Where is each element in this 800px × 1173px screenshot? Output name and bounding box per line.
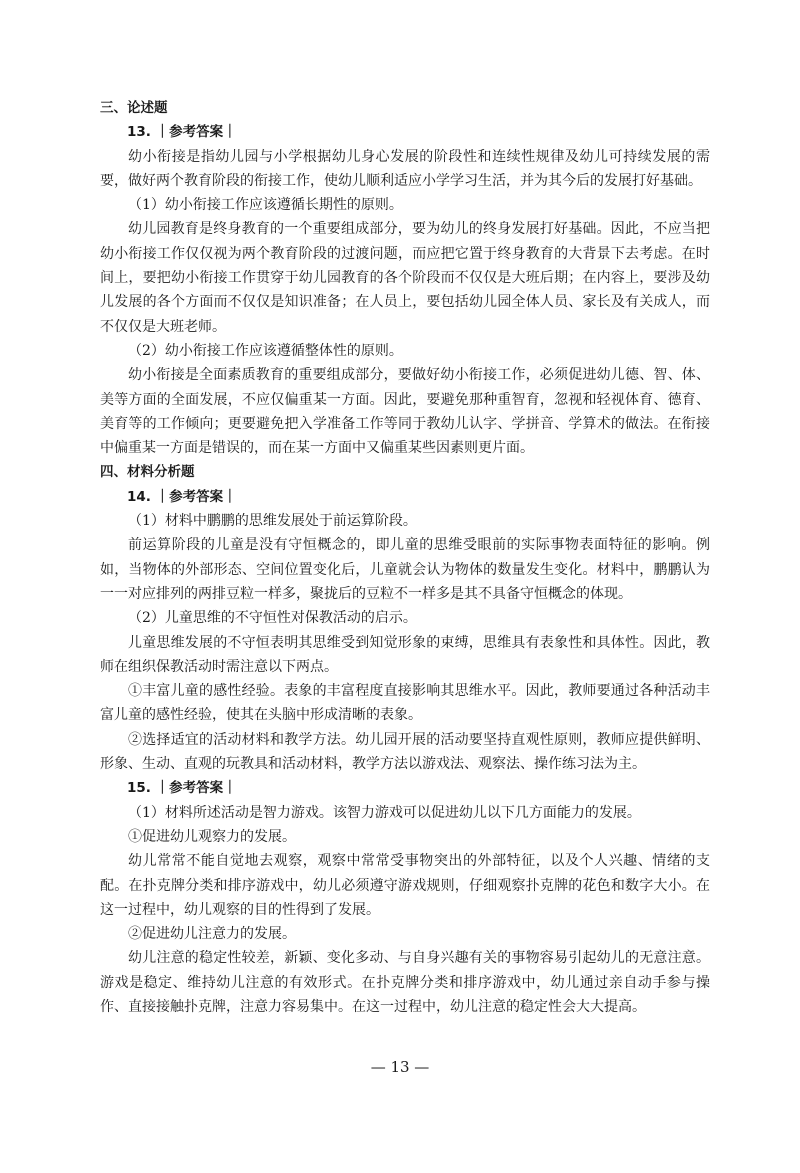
- paragraph: 儿童思维发展的不守恒表明其思维受到知觉形象的束缚，思维具有表象性和具体性。因此，教师在组织保教活动时需注意以下两点。: [100, 634, 710, 675]
- section-heading-4: 四、材料分析题: [100, 464, 195, 481]
- paragraph: （1）材料中鹏鹏的思维发展处于前运算阶段。: [128, 513, 417, 530]
- paragraph: 幼儿园教育是终身教育的一个重要组成部分，要为幼儿的终身发展打好基础。因此，不应当把幼小衔接工作仅仅视为两个教育阶段的过渡问题，而应把它置于终身教育的大背景下去考虑。在时间上，要把幼小衔接工作贯穿于幼儿园教育的各个阶段而不仅仅是大班后期；在内容上，要涉及幼儿发展的各个方面而不仅仅是知识准备；在人员上，要包括幼儿园全体人员、家长及有关成人，而不仅仅是大班老师。: [100, 221, 710, 335]
- answer-label-13: 13. ｜参考答案｜: [127, 124, 237, 141]
- paragraph: 幼小衔接是全面素质教育的重要组成部分，要做好幼小衔接工作，必须促进幼儿德、智、体、美等方面的全面发展，不应仅偏重某一方面。因此，要避免那种重智育，忽视和轻视体育、德育、美育等的工作倾向；更要避免把入学准备工作等同于教幼儿认字、学拼音、学算术的做法。在衔接中偏重某一方面是错误的，而在某一方面中又偏重某些因素则更片面。: [100, 367, 710, 457]
- paragraph: 前运算阶段的儿童是没有守恒概念的，即儿童的思维受眼前的实际事物表面特征的影响。例如，当物体的外部形态、空间位置变化后，儿童就会认为物体的数量发生变化。材料中，鹏鹏认为一一对应排列的两排豆粒一样多，聚拢后的豆粒不一样多是其不具备守恒概念的体现。: [100, 537, 710, 602]
- paragraph: （2）幼小衔接工作应该遵循整体性的原则。: [128, 342, 403, 359]
- paragraph: ②选择适宜的活动材料和教学方法。幼儿园开展的活动要坚持直观性原则，教师应提供鲜明、形象、生动、直观的玩教具和活动材料，教学方法以游戏法、观察法、操作练习法为主。: [100, 731, 710, 773]
- paragraph: 幼儿常常不能自觉地去观察，观察中常常受事物突出的外部特征，以及个人兴趣、情绪的支配。在扑克牌分类和排序游戏中，幼儿必须遵守游戏规则，仔细观察扑克牌的花色和数字大小。在这一过程中，幼儿观察的目的性得到了发展。: [100, 853, 710, 918]
- paragraph: （1）材料所述活动是智力游戏。该智力游戏可以促进幼儿以下几方面能力的发展。: [128, 804, 641, 821]
- page-content: [100, 96, 710, 1019]
- paragraph: 幼小衔接是指幼儿园与小学根据幼儿身心发展的阶段性和连续性规律及幼儿可持续发展的需要，做好两个教育阶段的衔接工作，使幼儿顺利适应小学学习生活，并为其今后的发展打好基础。: [100, 148, 710, 189]
- paragraph: 幼儿注意的稳定性较差，新颖、变化多动、与自身兴趣有关的事物容易引起幼儿的无意注意。游戏是稳定、维持幼儿注意的有效形式。在扑克牌分类和排序游戏中，幼儿通过亲自动手参与操作、直接接触扑克牌，注意力容易集中。在这一过程中，幼儿注意的稳定性会大大提高。: [100, 950, 710, 1015]
- answer-label-14: 14. ｜参考答案｜: [127, 488, 237, 505]
- paragraph: ①促进幼儿观察力的发展。: [128, 828, 296, 845]
- paragraph: ②促进幼儿注意力的发展。: [128, 926, 296, 943]
- paragraph: （1）幼小衔接工作应该遵循长期性的原则。: [128, 197, 403, 214]
- paragraph: ①丰富儿童的感性经验。表象的丰富程度直接影响其思维水平。因此，教师要通过各种活动丰富儿童的感性经验，使其在头脑中形成清晰的表象。: [100, 683, 710, 724]
- paragraph: （2）儿童思维的不守恒性对保教活动的启示。: [128, 610, 417, 627]
- page-number: — 13 —: [370, 1058, 430, 1076]
- answer-label-15: 15. ｜参考答案｜: [127, 780, 237, 797]
- section-heading-3: 三、论述题: [100, 100, 168, 116]
